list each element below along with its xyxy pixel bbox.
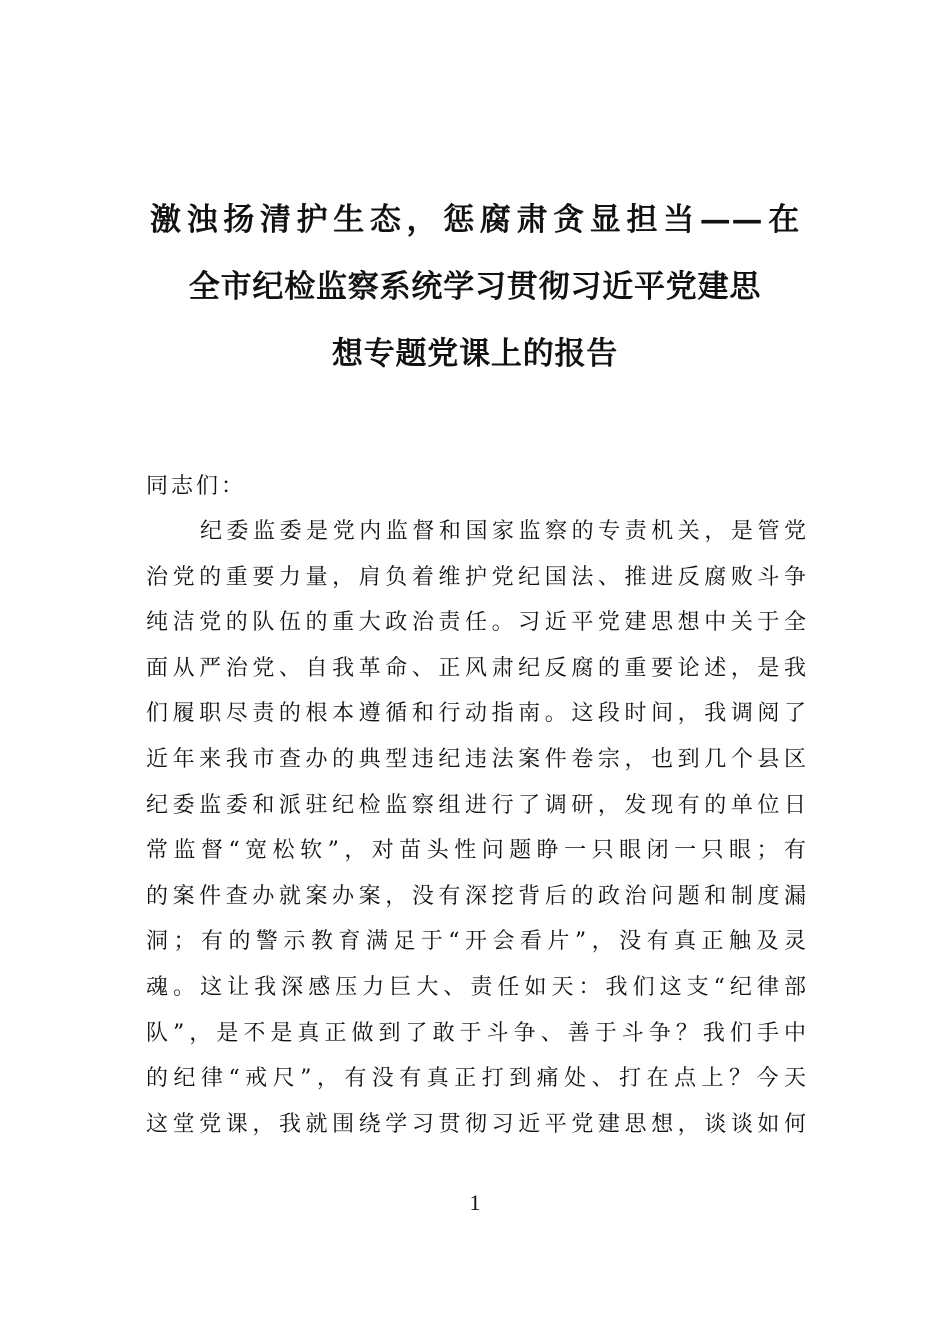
paragraph-line: 洞；有的警示教育满足于“开会看片”，没有真正触及灵 bbox=[146, 929, 806, 955]
paragraph-line: 近年来我市查办的典型违纪违法案件卷宗，也到几个县区 bbox=[146, 746, 806, 772]
title-line-3: 想专题党课上的报告 bbox=[331, 336, 619, 372]
paragraph-line: 面从严治党、自我革命、正风肃纪反腐的重要论述，是我 bbox=[146, 655, 806, 681]
paragraph-line: 治党的重要力量，肩负着维护党纪国法、推进反腐败斗争 bbox=[146, 564, 806, 590]
paragraph-line: 常监督“宽松软”，对苗头性问题睁一只眼闭一只眼；有 bbox=[146, 838, 806, 864]
paragraph-line: 这堂党课，我就围绕学习贯彻习近平党建思想，谈谈如何 bbox=[146, 1111, 806, 1137]
paragraph-line: 纪委监委是党内监督和国家监察的专责机关，是管党 bbox=[200, 519, 806, 544]
paragraph-line: 魂。这让我深感压力巨大、责任如天：我们这支“纪律部 bbox=[146, 974, 806, 1000]
paragraph-line: 的案件查办就案办案，没有深挖背后的政治问题和制度漏 bbox=[146, 883, 806, 909]
document-title bbox=[150, 187, 800, 388]
paragraph-line: 纪委监委和派驻纪检监察组进行了调研，发现有的单位日 bbox=[146, 792, 806, 818]
document-body bbox=[146, 465, 806, 1147]
paragraph-line: 队”，是不是真正做到了敢于斗争、善于斗争？我们手中 bbox=[146, 1020, 806, 1046]
paragraph-line: 们履职尽责的根本遵循和行动指南。这段时间，我调阅了 bbox=[146, 701, 806, 727]
paragraph-line: 纯洁党的队伍的重大政治责任。习近平党建思想中关于全 bbox=[146, 610, 806, 636]
paragraph bbox=[146, 509, 806, 1147]
page-number: 1 bbox=[469, 1190, 481, 1215]
salutation: 同志们： bbox=[146, 474, 247, 499]
paragraph-line: 的纪律“戒尺”，有没有真正打到痛处、打在点上？今天 bbox=[146, 1066, 806, 1092]
title-line-2: 全市纪检监察系统学习贯彻习近平党建思 bbox=[188, 269, 762, 305]
title-line-1: 激浊扬清护生态，惩腐肃贪显担当——在 bbox=[150, 202, 800, 238]
